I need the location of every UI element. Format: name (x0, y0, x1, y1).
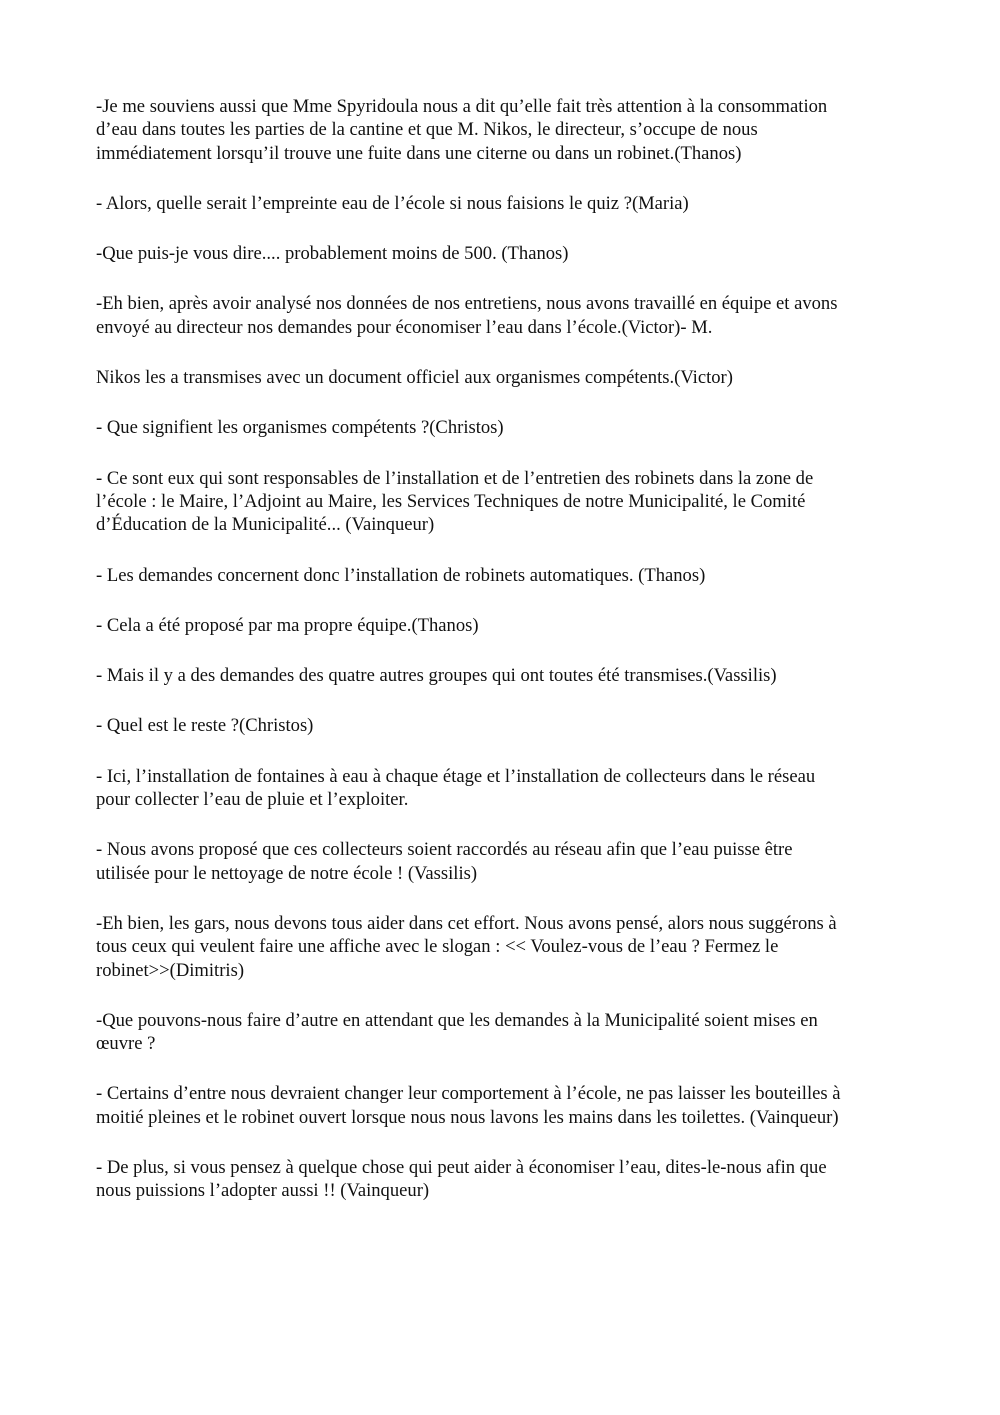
paragraph: - Certains d’entre nous devraient changer leur comportement à l’école, ne pas laisser les bouteilles à moitié pleines et le robinet ouvert lorsque nous nous lavons les mains dans les toilettes. (Vainqueur) (96, 1083, 841, 1128)
paragraph: - Cela a été proposé par ma propre équipe.(Thanos) (96, 614, 479, 636)
paragraph: - Alors, quelle serait l’empreinte eau de l’école si nous faisions le quiz ?(Maria) (96, 192, 689, 214)
paragraph: - Ici, l’installation de fontaines à eau à chaque étage et l’installation de collecteurs dans le réseau pour collecter l’eau de pluie et l’exploiter. (96, 765, 816, 811)
paragraph: - Ce sont eux qui sont responsables de l’installation et de l’entretien des robinets dans la zone de l’école : le Maire, l’Adjoint au Maire, les Services Techniques de notre Municipalité, le Comité d’Éducation de la Municipalité... (Vainqueur) (96, 467, 814, 536)
paragraph: -Que puis-je vous dire.... probablement moins de 500. (Thanos) (96, 243, 569, 265)
paragraph: - Que signifient les organismes compétents ?(Christos) (96, 417, 504, 439)
paragraph: - Quel est le reste ?(Christos) (96, 715, 314, 737)
paragraph: -Eh bien, les gars, nous devons tous aider dans cet effort. Nous avons pensé, alors nous suggérons à tous ceux qui veulent faire une affiche avec le slogan : << Voulez-vous de l’eau ? Fermez le robinet>>(Dimitris) (96, 912, 837, 981)
document-page (96, 95, 916, 1230)
paragraph: - De plus, si vous pensez à quelque chose qui peut aider à économiser l’eau, dites-le-nous afin que nous puissions l’adopter aussi !! (Vainqueur) (96, 1157, 827, 1202)
paragraph: -Eh bien, après avoir analysé nos données de nos entretiens, nous avons travaillé en équipe et avons envoyé au directeur nos demandes pour économiser l’eau dans l’école.(Victor)- M. (96, 293, 838, 338)
paragraph: -Je me souviens aussi que Mme Spyridoula nous a dit qu’elle fait très attention à la consommation d’eau dans toutes les parties de la cantine et que M. Nikos, le directeur, s’occupe de nous immédiatement lorsqu’il trouve une fuite dans une citerne ou dans un robinet.(Thanos) (96, 96, 828, 164)
paragraph: -Que pouvons-nous faire d’autre en attendant que les demandes à la Municipalité soient mises en œuvre ? (96, 1009, 818, 1055)
paragraph: Nikos les a transmises avec un document officiel aux organismes compétents.(Victor) (96, 367, 733, 389)
paragraph: - Les demandes concernent donc l’installation de robinets automatiques. (Thanos) (96, 564, 706, 586)
paragraph: - Nous avons proposé que ces collecteurs soient raccordés au réseau afin que l’eau puisse être utilisée pour le nettoyage de notre école ! (Vassilis) (96, 839, 793, 884)
paragraph: - Mais il y a des demandes des quatre autres groupes qui ont toutes été transmises.(Vassilis) (96, 665, 777, 687)
